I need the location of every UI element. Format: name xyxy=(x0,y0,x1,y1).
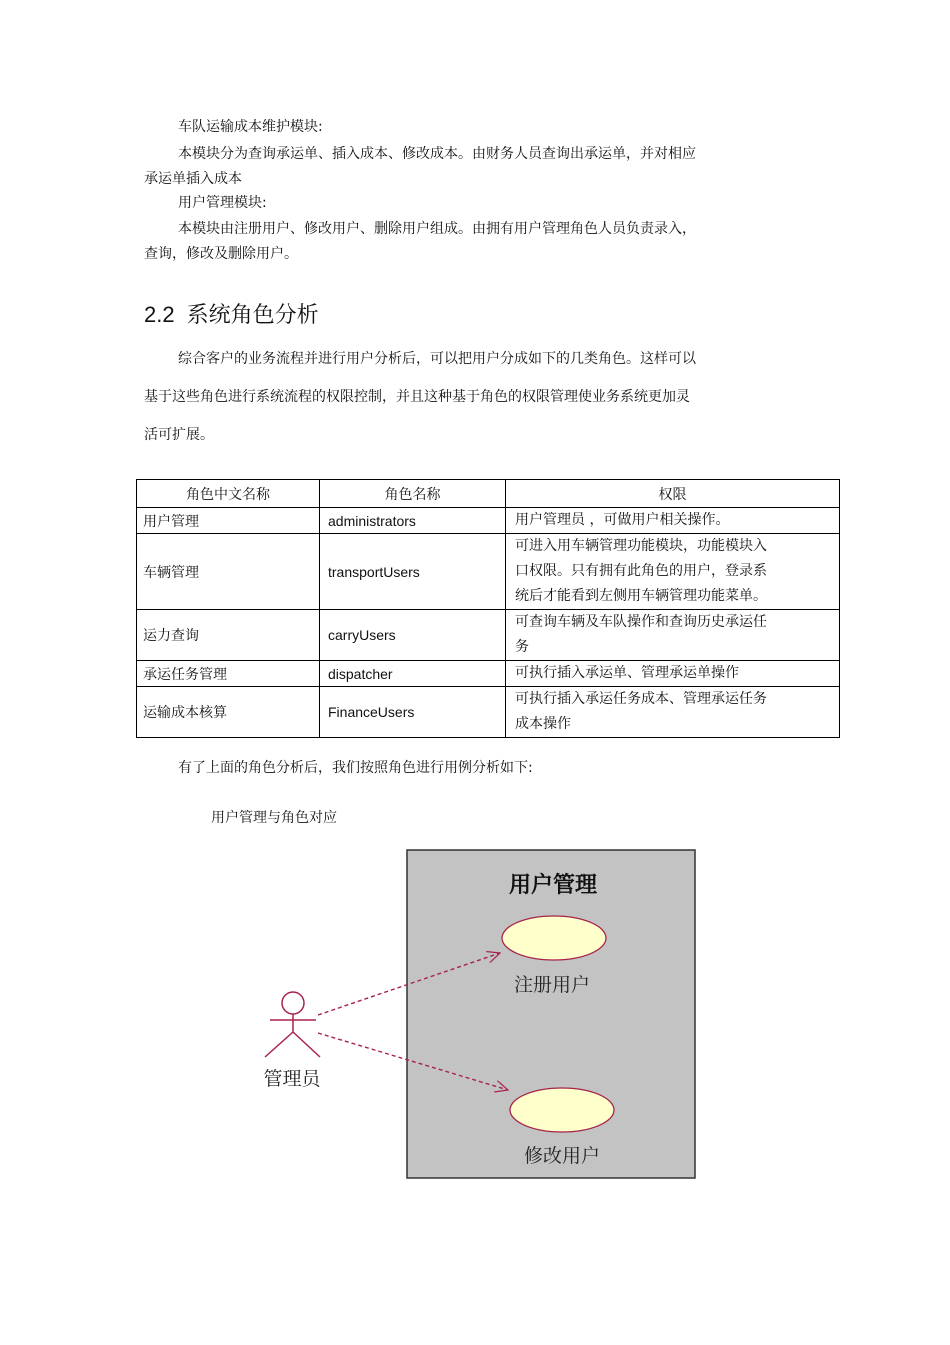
para-cost-module-desc-2: 承运单插入成本 xyxy=(144,171,242,187)
figure-caption: 用户管理与角色对应 xyxy=(211,810,337,826)
role-name: dispatcher xyxy=(320,661,506,687)
table-header-cn: 角色中文名称 xyxy=(137,480,320,508)
use-case-diagram xyxy=(250,845,710,1185)
role-perm xyxy=(506,610,840,661)
usecase-register-ellipse xyxy=(502,916,606,960)
actor-label: 管理员 xyxy=(263,1068,321,1090)
intro-line-3: 活可扩展。 xyxy=(144,427,214,443)
role-cn: 承运任务管理 xyxy=(137,661,320,687)
section-heading xyxy=(144,300,319,331)
table-header-perm: 权限 xyxy=(506,480,840,508)
usecase-register-label: 注册用户 xyxy=(513,974,591,996)
perm-line: 成本操作 xyxy=(515,716,571,732)
role-perm xyxy=(506,508,840,534)
para-cost-module-desc-1: 本模块分为查询承运单、插入成本、修改成本。由财务人员查询出承运单，并对相应 xyxy=(178,146,696,162)
table-row xyxy=(137,610,840,661)
perm-line: 可执行插入承运单、管理承运单操作 xyxy=(515,665,739,681)
usecase-modify-label: 修改用户 xyxy=(523,1145,601,1167)
table-row xyxy=(137,508,840,534)
perm-line: 用户管理员 ，可做用户相关操作。 xyxy=(515,512,730,528)
usecase-modify-ellipse xyxy=(510,1088,614,1132)
role-perm xyxy=(506,534,840,610)
role-perm xyxy=(506,661,840,687)
role-cn: 用户管理 xyxy=(137,508,320,534)
role-perm xyxy=(506,687,840,738)
para-user-module-desc-1: 本模块由注册用户、修改用户、删除用户组成。由拥有用户管理角色人员负责录入， xyxy=(178,221,696,237)
system-title: 用户管理 xyxy=(508,873,598,898)
perm-line: 务 xyxy=(515,639,529,655)
perm-line: 统后才能看到左侧用车辆管理功能菜单。 xyxy=(515,588,767,604)
section-title: 系统角色分析 xyxy=(186,303,319,328)
roles-table xyxy=(136,479,840,738)
table-row xyxy=(137,534,840,610)
para-user-module-heading: 用户管理模块: xyxy=(178,195,267,211)
table-row xyxy=(137,661,840,687)
para-user-module-desc-2: 查询，修改及删除用户。 xyxy=(144,246,298,262)
role-name: FinanceUsers xyxy=(320,687,506,738)
role-name: transportUsers xyxy=(320,534,506,610)
perm-line: 口权限。只有拥有此角色的用户，登录系 xyxy=(515,563,767,579)
table-row xyxy=(137,687,840,738)
perm-line: 可进入用车辆管理功能模块，功能模块入 xyxy=(515,538,767,554)
role-name: carryUsers xyxy=(320,610,506,661)
section-number: 2.2 xyxy=(144,302,175,327)
intro-line-1: 综合客户的业务流程并进行用户分析后，可以把用户分成如下的几类角色。这样可以 xyxy=(178,351,696,367)
perm-line: 可查询车辆及车队操作和查询历史承运任 xyxy=(515,614,767,630)
role-cn: 运力查询 xyxy=(137,610,320,661)
role-cn: 车辆管理 xyxy=(137,534,320,610)
table-header-name: 角色名称 xyxy=(320,480,506,508)
perm-line: 可执行插入承运任务成本、管理承运任务 xyxy=(515,691,767,707)
intro-line-2: 基于这些角色进行系统流程的权限控制，并且这种基于角色的权限管理使业务系统更加灵 xyxy=(144,389,690,405)
para-cost-module-heading: 车队运输成本维护模块: xyxy=(178,119,323,135)
table-header-row xyxy=(137,480,840,508)
role-name: administrators xyxy=(320,508,506,534)
role-cn: 运输成本核算 xyxy=(137,687,320,738)
actor-icon xyxy=(265,992,320,1057)
after-table-text: 有了上面的角色分析后，我们按照角色进行用例分析如下: xyxy=(178,760,533,776)
